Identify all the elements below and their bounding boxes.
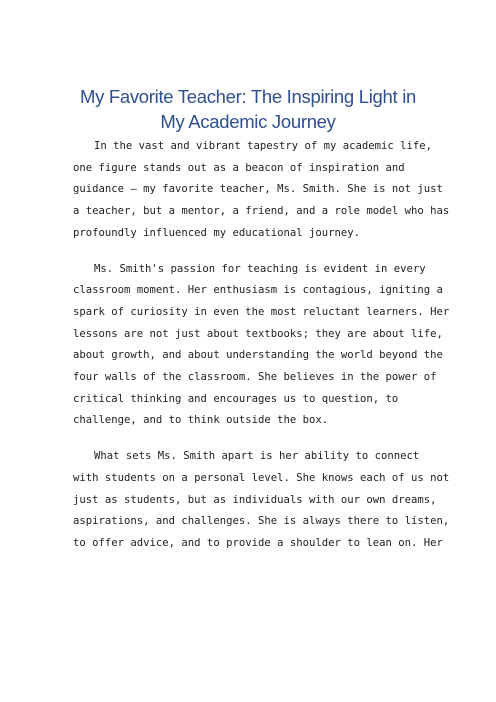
- text-line: guidance — my favorite teacher, Ms. Smith. She is not just: [73, 183, 443, 196]
- text-line: In the vast and vibrant tapestry of my academic life,: [94, 140, 433, 152]
- text-line: a teacher, but a mentor, a friend, and a role model who has: [73, 205, 450, 218]
- text-line: classroom moment. Her enthusiasm is contagious, igniting a: [73, 284, 443, 297]
- text-line: with students on a personal level. She knows each of us not: [73, 471, 450, 484]
- text-line: lessons are not just about textbooks; they are about life,: [73, 327, 443, 340]
- text-line: profoundly influenced my educational journey.: [73, 226, 361, 239]
- title-line: My Favorite Teacher: The Inspiring Light in: [79, 86, 417, 107]
- text-line: challenge, and to think outside the box.: [73, 414, 329, 427]
- paragraph: [73, 446, 450, 555]
- text-line: spark of curiosity in even the most reluctant learners. Her: [73, 305, 450, 318]
- text-line: critical thinking and encourages us to question, to: [73, 392, 399, 405]
- text-line: about growth, and about understanding the world beyond the: [73, 349, 443, 362]
- title-line: My Academic Journey: [160, 111, 336, 132]
- text-line: just as students, but as individuals with our own dreams,: [73, 493, 437, 506]
- document-title: [60, 84, 436, 134]
- text-line: What sets Ms. Smith apart is her ability to connect: [94, 450, 420, 463]
- text-line: to offer advice, and to provide a shoulder to lean on. Her: [73, 536, 443, 549]
- text-line: Ms. Smith's passion for teaching is evident in every: [94, 262, 426, 275]
- text-line: aspirations, and challenges. She is always there to listen,: [73, 515, 450, 528]
- text-line: one figure stands out as a beacon of inspiration and: [73, 161, 405, 174]
- paragraph: [73, 259, 450, 433]
- paragraph: [73, 136, 450, 245]
- text-line: four walls of the classroom. She believes in the power of: [73, 371, 437, 384]
- document-body: [73, 136, 450, 569]
